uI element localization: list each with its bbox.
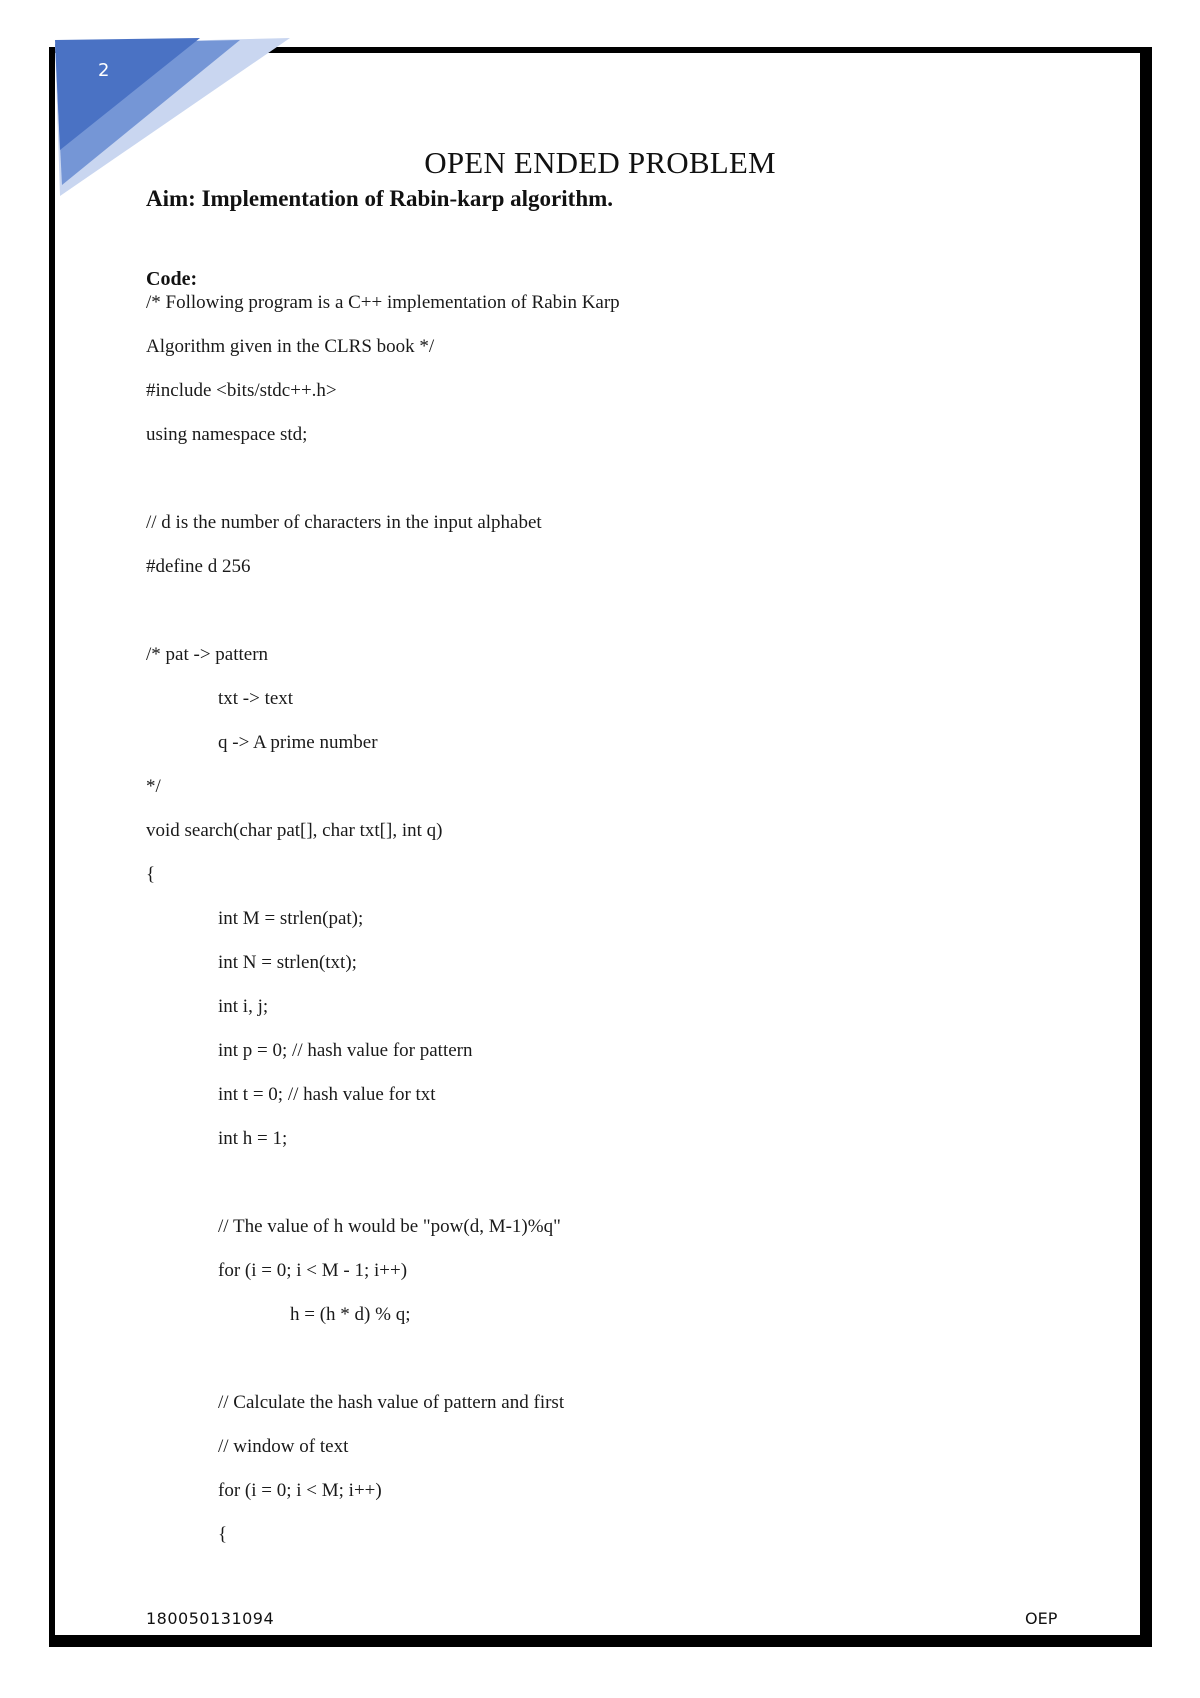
page-border [49, 47, 1152, 1647]
code-line: /* Following program is a C++ implementation of Rabin Karp [146, 292, 620, 313]
code-line: q -> A prime number [218, 732, 378, 753]
code-line: for (i = 0; i < M; i++) [218, 1480, 382, 1501]
code-line: for (i = 0; i < M - 1; i++) [218, 1260, 408, 1281]
code-line: int h = 1; [218, 1128, 288, 1149]
footer-tag: OEP [1025, 1609, 1058, 1628]
aim-heading: Aim: Implementation of Rabin-karp algorithm. [146, 186, 614, 211]
code-line: */ [146, 776, 161, 797]
code-line: txt -> text [218, 688, 294, 709]
code-line: // window of text [218, 1436, 349, 1457]
code-line: int i, j; [218, 996, 269, 1017]
page-title: OPEN ENDED PROBLEM [424, 145, 776, 180]
code-line: int N = strlen(txt); [218, 952, 357, 973]
code-line: // d is the number of characters in the input alphabet [146, 512, 542, 533]
code-line: #define d 256 [146, 556, 251, 577]
code-line: h = (h * d) % q; [290, 1304, 411, 1325]
code-line: /* pat -> pattern [146, 644, 269, 665]
code-line: using namespace std; [146, 424, 308, 445]
code-line: { [218, 1524, 228, 1545]
page-number: 2 [98, 60, 110, 81]
code-line: int p = 0; // hash value for pattern [218, 1040, 473, 1061]
code-line: #include <bits/stdc++.h> [146, 380, 337, 401]
code-heading: Code: [146, 268, 198, 290]
footer-enrollment-id: 180050131094 [146, 1609, 275, 1628]
code-line: void search(char pat[], char txt[], int q) [146, 820, 443, 841]
code-line: int t = 0; // hash value for txt [218, 1084, 436, 1105]
code-line: Algorithm given in the CLRS book */ [146, 336, 435, 357]
code-line: int M = strlen(pat); [218, 908, 364, 929]
code-line: // Calculate the hash value of pattern and first [218, 1392, 565, 1413]
code-line: // The value of h would be "pow(d, M-1)%q" [218, 1216, 561, 1237]
code-line: { [146, 864, 156, 885]
